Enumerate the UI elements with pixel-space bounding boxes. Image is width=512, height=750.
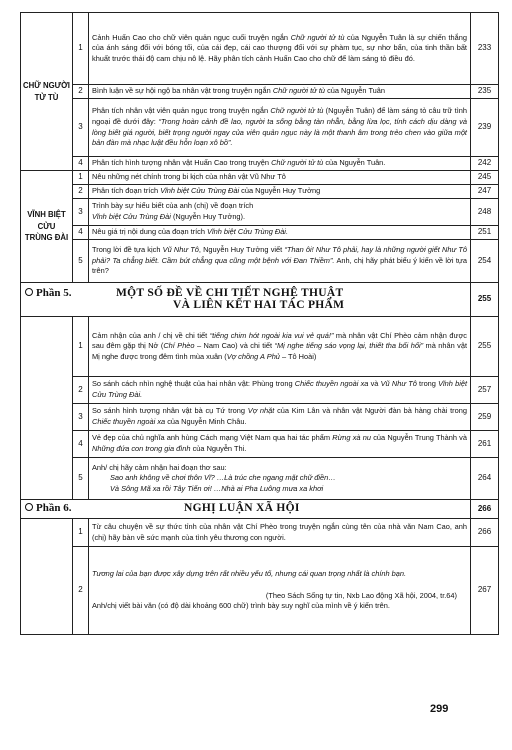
table-row (21, 377, 499, 404)
topic-cell: VĨNH BIỆT CỬU TRÙNG ĐÀI (21, 171, 73, 283)
section-title (21, 500, 471, 519)
row-page: 235 (471, 85, 499, 99)
table-row (21, 99, 499, 157)
row-number: 3 (73, 99, 89, 157)
row-content (89, 547, 471, 635)
row-content: Vẻ đẹp của chủ nghĩa anh hùng Cách mạng Việt Nam qua hai tác phẩm Rừng xà nu của Nguyễn Trung Thành và Những đứa con trong gia đình của Nguyễn Thi. (89, 431, 471, 458)
table-row (21, 431, 499, 458)
table-row (21, 171, 499, 185)
section-header-row (21, 500, 499, 519)
row-number: 2 (73, 185, 89, 199)
row-content: Từ câu chuyện về sự thức tỉnh của nhân vật Chí Phèo trong truyện ngắn cùng tên của nhà văn Nam Cao, anh (chị) hãy bàn về sức mạnh của tình yêu thương con người. (89, 519, 471, 547)
section-label: Phần 5. (36, 287, 72, 300)
row-content: Phân tích đoạn trích Vĩnh biệt Cửu Trùng Đài của Nguyễn Huy Tưởng (89, 185, 471, 199)
row-page: 264 (471, 458, 499, 500)
section-heading: NGHỊ LUẬN XÃ HỘI (184, 502, 300, 515)
row-number: 4 (73, 431, 89, 458)
section-page: 255 (471, 283, 499, 317)
row-page: 266 (471, 519, 499, 547)
page-number: 299 (430, 703, 449, 715)
table-row (21, 547, 499, 635)
row-page: 251 (471, 226, 499, 240)
row-number: 4 (73, 157, 89, 171)
topic-cell: CHỮ NGƯỜI TỬ TÙ (21, 13, 73, 171)
row-prompt: Anh/ chị hãy cảm nhận hai đoạn thơ sau: (92, 462, 227, 472)
row-content (89, 458, 471, 500)
toc-table (20, 12, 499, 635)
row-page: 267 (471, 547, 499, 635)
row-content: Trong lời đề tựa kịch Vũ Như Tô, Nguyễn Huy Tưởng viết “Than ôi! Như Tô phải, hay là những người giết Như Tô phải? Ta chẳng biết. Cầm bút chẳng qua cũng một bệnh với Đan Thiềm”. Anh, chị hãy phát biểu ý kiến về lời tựa trên? (89, 240, 471, 283)
row-content: Phân tích hình tượng nhân vật Huấn Cao trong truyện Chữ người tử tù của Nguyễn Tuân. (89, 157, 471, 171)
circle-bullet-icon (25, 503, 33, 511)
section-page: 266 (471, 500, 499, 519)
row-number: 1 (73, 317, 89, 377)
row-number: 5 (73, 458, 89, 500)
poem-quote-2: Và Sông Mã xa rồi Tây Tiến ơi! …Nhà ai Pha Luông mưa xa khơi (110, 483, 324, 493)
row-content: So sánh hình tượng nhân vật bà cụ Tứ trong Vợ nhặt của Kim Lân và nhân vật Người đàn bà hàng chài trong Chiếc thuyền ngoài xa của Nguyễn Minh Châu. (89, 404, 471, 431)
table-of-contents-page (20, 12, 498, 635)
row-prompt: Anh/chị viết bài văn (có độ dài khoảng 600 chữ) trình bày suy nghĩ của mình về ý kiến trên. (92, 601, 390, 611)
row-number: 1 (73, 519, 89, 547)
row-content: Phân tích nhân vật viên quản ngục trong truyện ngắn Chữ người tử tù (Nguyễn Tuân) để làm sáng tỏ câu trữ tình ngoại đề dưới đây: “Trong hoàn cảnh đề lao, người ta sống bằng tàn nhẫn, bằng lừa lọc, tính cách dịu dàng và lòng biết giá người, biết trọng người ngay của viên quản ngục này là một thanh âm trong trẻo chen vào giữa một bản đàn mà nhạc luật đều hỗn loạn xô bồ”. (89, 99, 471, 157)
row-number: 2 (73, 85, 89, 99)
row-page: 247 (471, 185, 499, 199)
table-row (21, 185, 499, 199)
row-content: Trình bày sự hiểu biết của anh (chị) về đoạn trích Vĩnh biệt Cửu Trùng Đài (Nguyễn Huy Tưởng). (89, 199, 471, 226)
row-page: 259 (471, 404, 499, 431)
table-row (21, 404, 499, 431)
circle-bullet-icon (25, 288, 33, 296)
row-number: 2 (73, 377, 89, 404)
row-content: Cảm nhận của anh / chị về chi tiết “tiếng chim hót ngoài kia vui vẻ quá!” mà nhân vật Chí Phèo cảm nhận được sau đêm gặp thị Nở (Chí Phèo – Nam Cao) và chi tiết “Mị nghe tiếng sáo vọng lại, thiết tha bổi hổi” mà nhân vật Mị nghe được trong đêm tình mùa xuân (Vợ chồng A Phủ – Tô Hoài) (89, 317, 471, 377)
topic-cell-empty (21, 519, 73, 635)
row-page: 257 (471, 377, 499, 404)
row-page: 242 (471, 157, 499, 171)
section-heading-line1: MỘT SỐ ĐỀ VỀ CHI TIẾT NGHỆ THUẬT (116, 287, 344, 300)
table-row (21, 199, 499, 226)
row-page: 239 (471, 99, 499, 157)
section-heading-line2: VÀ LIÊN KẾT HAI TÁC PHẨM (173, 299, 345, 311)
row-number: 3 (73, 199, 89, 226)
row-content: Nêu những nét chính trong bi kịch của nhân vật Vũ Như Tô (89, 171, 471, 185)
quote-text: Tương lai của bạn được xây dựng trên rất nhiều yếu tố, nhưng cái quan trọng nhất là chính bạn. (92, 569, 407, 579)
table-row (21, 240, 499, 283)
quote-source: (Theo Sách Sống tự tin, Nxb Lao động Xã hội, 2004, tr.64) (265, 590, 457, 600)
table-row (21, 157, 499, 171)
table-row (21, 317, 499, 377)
section-label: Phần 6. (36, 502, 72, 515)
topic-cell-empty (21, 317, 73, 500)
row-page: 261 (471, 431, 499, 458)
row-content: Cảnh Huấn Cao cho chữ viên quản ngục cuối truyện ngắn Chữ người tử tù của Nguyễn Tuân là sự chiến thắng của ánh sáng đối với bóng tối, của cái đẹp, cái cao thượng đối với sự phàm tục, sự nhơ bẩn, của tinh thần bất khuất trước thái độ cam chịu nô lệ. Hãy phân tích cảnh Huấn Cao cho chữ để làm sáng tỏ điều đó. (89, 13, 471, 85)
row-number: 5 (73, 240, 89, 283)
section-title (21, 283, 471, 317)
row-content: Nêu giá trị nội dung của đoạn trích Vĩnh biệt Cửu Trùng Đài. (89, 226, 471, 240)
row-number: 2 (73, 547, 89, 635)
row-content: Bình luận về sự hội ngộ ba nhân vật trong truyện ngắn Chữ người tử tù của Nguyễn Tuân (89, 85, 471, 99)
row-page: 255 (471, 317, 499, 377)
row-page: 248 (471, 199, 499, 226)
row-number: 1 (73, 13, 89, 85)
table-row (21, 226, 499, 240)
row-number: 1 (73, 171, 89, 185)
row-page: 254 (471, 240, 499, 283)
row-number: 4 (73, 226, 89, 240)
table-row (21, 519, 499, 547)
row-page: 233 (471, 13, 499, 85)
table-row (21, 85, 499, 99)
table-row (21, 13, 499, 85)
row-page: 245 (471, 171, 499, 185)
row-content: So sánh cách nhìn nghệ thuật của hai nhân vật: Phùng trong Chiếc thuyền ngoài xa và Vũ Như Tô trong Vĩnh biệt Cửu Trùng Đài. (89, 377, 471, 404)
table-row (21, 458, 499, 500)
poem-quote-1: Sao anh không về chơi thôn Vĩ? …Là trúc che ngang mặt chữ điền… (110, 473, 336, 483)
row-number: 3 (73, 404, 89, 431)
section-header-row (21, 283, 499, 317)
